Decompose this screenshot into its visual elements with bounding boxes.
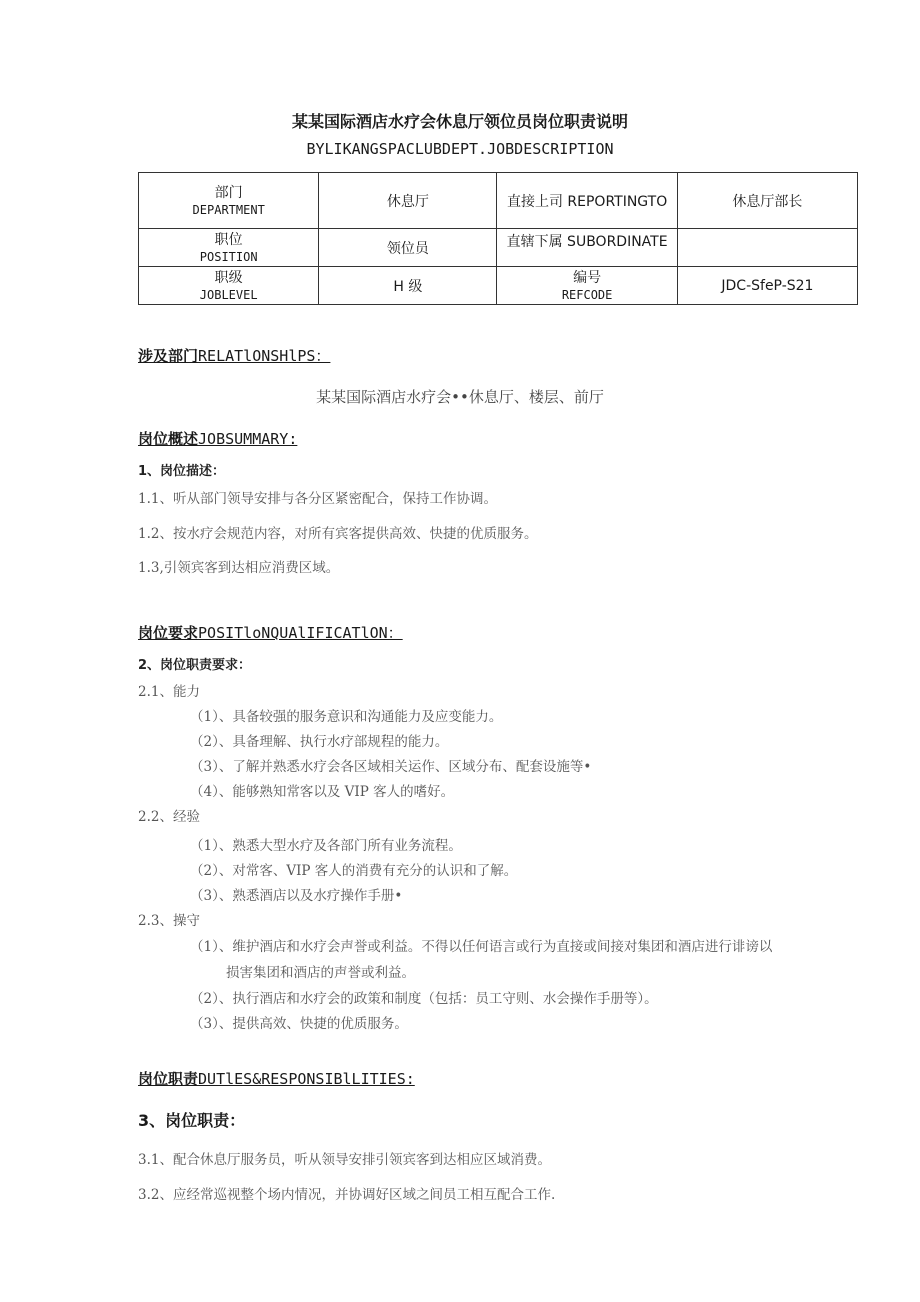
document-title: 某某国际酒店水疗会休息厅领位员岗位职责说明 xyxy=(291,112,628,131)
summary-subheading: 1、岗位描述： xyxy=(138,464,226,479)
reporting-label: 直接上司 REPORTINGTO xyxy=(497,173,678,229)
department-label-cell xyxy=(139,173,319,229)
position-value: 领位员 xyxy=(319,229,497,267)
ability-item: （4）、能够熟知常客以及 VIP 客人的嗜好。 xyxy=(190,784,455,800)
experience-label: 2.2、经验 xyxy=(138,809,200,825)
position-label-cell xyxy=(139,229,319,267)
summary-item: 1.1、听从部门领导安排与各分区紧密配合，保持工作协调。 xyxy=(138,491,497,507)
subordinate-label: 直辖下属 SUBORDINATE xyxy=(497,229,678,267)
refcode-label-cn: 编号 xyxy=(573,269,602,286)
summary-item: 1.3,引领宾客到达相应消费区域。 xyxy=(138,560,340,576)
relationships-heading-cn: 涉及部门 xyxy=(138,347,199,365)
position-label-en: POSITION xyxy=(199,249,258,264)
duties-subheading: 3、岗位职责： xyxy=(138,1111,246,1130)
experience-item: （3）、熟悉酒店以及水疗操作手册• xyxy=(190,888,403,904)
duties-heading-cn: 岗位职责 xyxy=(138,1070,199,1088)
qualification-heading xyxy=(138,622,403,643)
joblevel-label-cell xyxy=(139,267,319,305)
summary-item: 1.2、按水疗会规范内容，对所有宾客提供高效、快捷的优质服务。 xyxy=(138,526,538,542)
conduct-item: （1）、维护酒店和水疗会声誉或利益。不得以任何语言或行为直接或间接对集团和酒店进行诽谤以 xyxy=(190,939,773,955)
refcode-label-en: REFCODE xyxy=(561,287,613,302)
conduct-label: 2.3、操守 xyxy=(138,913,200,929)
conduct-item: （2）、执行酒店和水疗会的政策和制度（包括：员工守则、水会操作手册等）。 xyxy=(190,991,658,1007)
refcode-label-cell xyxy=(497,267,678,305)
subordinate-value xyxy=(677,229,857,267)
document-subtitle: BYLIKANGSPACLUBDEPT.JOBDESCRIPTION xyxy=(306,140,614,158)
ability-item: （3）、了解并熟悉水疗会各区域相关运作、区域分布、配套设施等• xyxy=(190,759,592,775)
relationships-text: 某某国际酒店水疗会••休息厅、楼层、前厅 xyxy=(316,388,604,406)
experience-item: （2）、对常客、VIP 客人的消费有充分的认识和了解。 xyxy=(190,863,518,879)
duty-item: 3.1、配合休息厅服务员，听从领导安排引领宾客到达相应区域消费。 xyxy=(138,1152,551,1168)
summary-heading xyxy=(138,428,297,449)
summary-heading-cn: 岗位概述 xyxy=(138,430,199,448)
reporting-value: 休息厅部长 xyxy=(677,173,857,229)
conduct-item: （3）、提供高效、快捷的优质服务。 xyxy=(190,1016,408,1032)
experience-item: （1）、熟悉大型水疗及各部门所有业务流程。 xyxy=(190,838,462,854)
joblevel-label-cn: 职级 xyxy=(214,269,243,286)
qualification-heading-en: POSITloNQUAlIFICATlON： xyxy=(198,624,403,642)
summary-heading-en: JOBSUMMARY: xyxy=(198,430,298,448)
duties-heading-en: DUTlES&RESPONSIBlLITIES: xyxy=(198,1070,415,1088)
conduct-item-continued: 损害集团和酒店的声誉或利益。 xyxy=(226,965,415,981)
joblevel-label-en: JOBLEVEL xyxy=(199,287,258,302)
qualification-heading-cn: 岗位要求 xyxy=(138,624,199,642)
duty-item: 3.2、应经常巡视整个场内情况，并协调好区域之间员工相互配合工作. xyxy=(138,1187,556,1203)
joblevel-value: H 级 xyxy=(319,267,497,305)
department-label-cn: 部门 xyxy=(214,184,243,201)
refcode-value: JDC-SfeP-S21 xyxy=(677,267,857,305)
qualification-subheading: 2、岗位职责要求： xyxy=(138,658,252,673)
relationships-heading xyxy=(138,345,330,366)
ability-label: 2.1、能力 xyxy=(138,684,200,700)
ability-item: （1）、具备较强的服务意识和沟通能力及应变能力。 xyxy=(190,709,503,725)
position-label-cn: 职位 xyxy=(214,231,243,248)
job-info-table xyxy=(138,172,858,305)
department-value: 休息厅 xyxy=(319,173,497,229)
duties-heading xyxy=(138,1068,415,1089)
relationships-heading-en: RELATlONSHlPS： xyxy=(198,347,331,365)
ability-item: （2）、具备理解、执行水疗部规程的能力。 xyxy=(190,734,449,750)
department-label-en: DEPARTMENT xyxy=(192,202,265,217)
